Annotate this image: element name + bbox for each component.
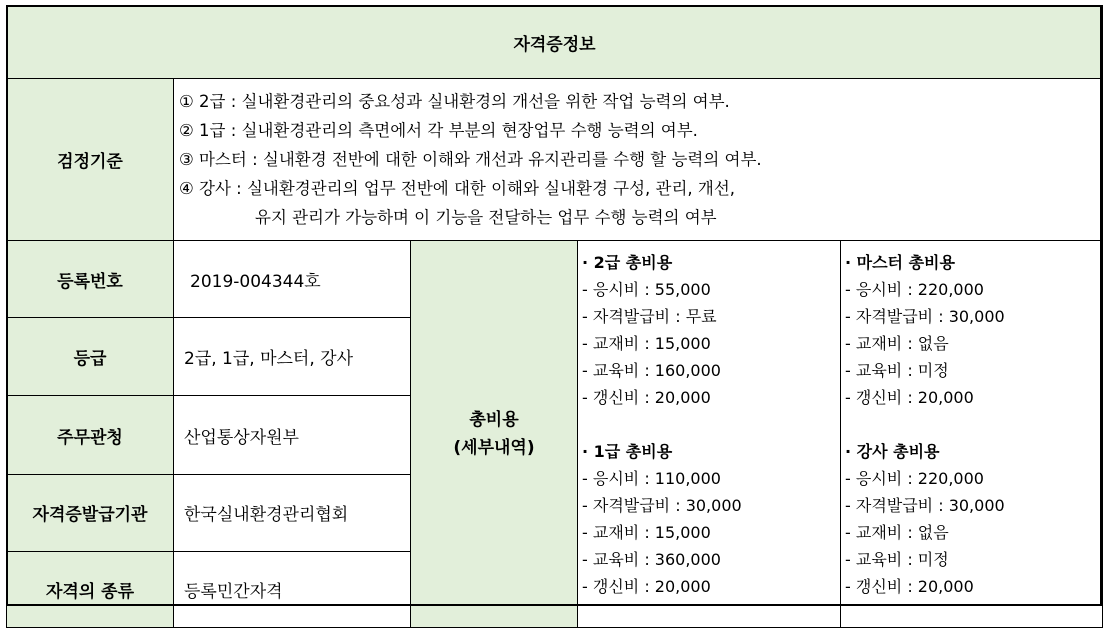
- criteria-line-3: ③ 마스터 : 실내환경 전반에 대한 이해와 개선과 유지관리를 수행 할 능력의 여부.: [179, 150, 762, 169]
- grade-value: 2급, 1급, 마스터, 강사: [174, 318, 411, 396]
- criteria-line-5: 유지 관리가 가능하며 이 기능을 전달하는 업무 수행 능력의 여부: [255, 208, 717, 227]
- cost-item: - 응시비 : 220,000: [845, 280, 984, 299]
- authority-value: 산업통상자원부: [174, 396, 411, 474]
- certificate-type-label: 자격의 종류: [7, 551, 174, 627]
- table-outer-border: [6, 5, 1102, 606]
- total-cost-label-line2: (세부내역): [453, 438, 535, 458]
- cost-item: - 교재비 : 없음: [845, 334, 949, 353]
- registration-number-label: 등록번호: [7, 241, 174, 318]
- grade-label: 등급: [7, 318, 174, 396]
- cost-item: - 교육비 : 160,000: [582, 361, 721, 380]
- cost-item: - 자격발급비 : 30,000: [845, 496, 1005, 515]
- cost-item: - 응시비 : 110,000: [582, 469, 721, 488]
- cost-item: - 응시비 : 55,000: [582, 280, 711, 299]
- criteria-line-1: ① 2급 : 실내환경관리의 중요성과 실내환경의 개선을 위한 작업 능력의 여부.: [179, 92, 730, 111]
- issuer-value: 한국실내환경관리협회: [174, 474, 411, 551]
- cost-item: - 갱신비 : 20,000: [845, 577, 974, 596]
- criteria-line-2: ② 1급 : 실내환경관리의 측면에서 각 부분의 현장업무 수행 능력의 여부.: [179, 121, 698, 140]
- cost-group-title: · 1급 총비용: [582, 442, 673, 461]
- cost-item: - 갱신비 : 20,000: [582, 577, 711, 596]
- cost-item: - 갱신비 : 20,000: [845, 388, 974, 407]
- cost-group-title: · 강사 총비용: [845, 442, 940, 461]
- cost-item: - 응시비 : 220,000: [845, 469, 984, 488]
- issuer-label: 자격증발급기관: [7, 474, 174, 551]
- page-title: 자격증정보: [7, 6, 1103, 79]
- total-cost-label-line1: 총비용: [469, 410, 519, 430]
- cost-item: - 교재비 : 15,000: [582, 334, 711, 353]
- cost-item: - 교육비 : 360,000: [582, 550, 721, 569]
- criteria-line-4: ④ 강사 : 실내환경관리의 업무 전반에 대한 이해와 실내환경 구성, 관리, 개선,: [179, 179, 736, 198]
- cost-item: - 교재비 : 15,000: [582, 523, 711, 542]
- cost-item: - 자격발급비 : 30,000: [845, 307, 1005, 326]
- cost-item: - 교육비 : 미정: [845, 361, 949, 380]
- registration-number-value: 2019-004344호: [174, 241, 411, 318]
- cost-item: - 교육비 : 미정: [845, 550, 949, 569]
- criteria-label: 검정기준: [7, 79, 174, 241]
- cost-group-title: · 마스터 총비용: [845, 253, 955, 272]
- cost-item: - 교재비 : 없음: [845, 523, 949, 542]
- authority-label: 주무관청: [7, 396, 174, 474]
- cost-item: - 자격발급비 : 무료: [582, 307, 717, 326]
- cost-group-title: · 2급 총비용: [582, 253, 673, 272]
- certificate-type-value: 등록민간자격: [174, 551, 411, 627]
- cost-item: - 자격발급비 : 30,000: [582, 496, 742, 515]
- cost-item: - 갱신비 : 20,000: [582, 388, 711, 407]
